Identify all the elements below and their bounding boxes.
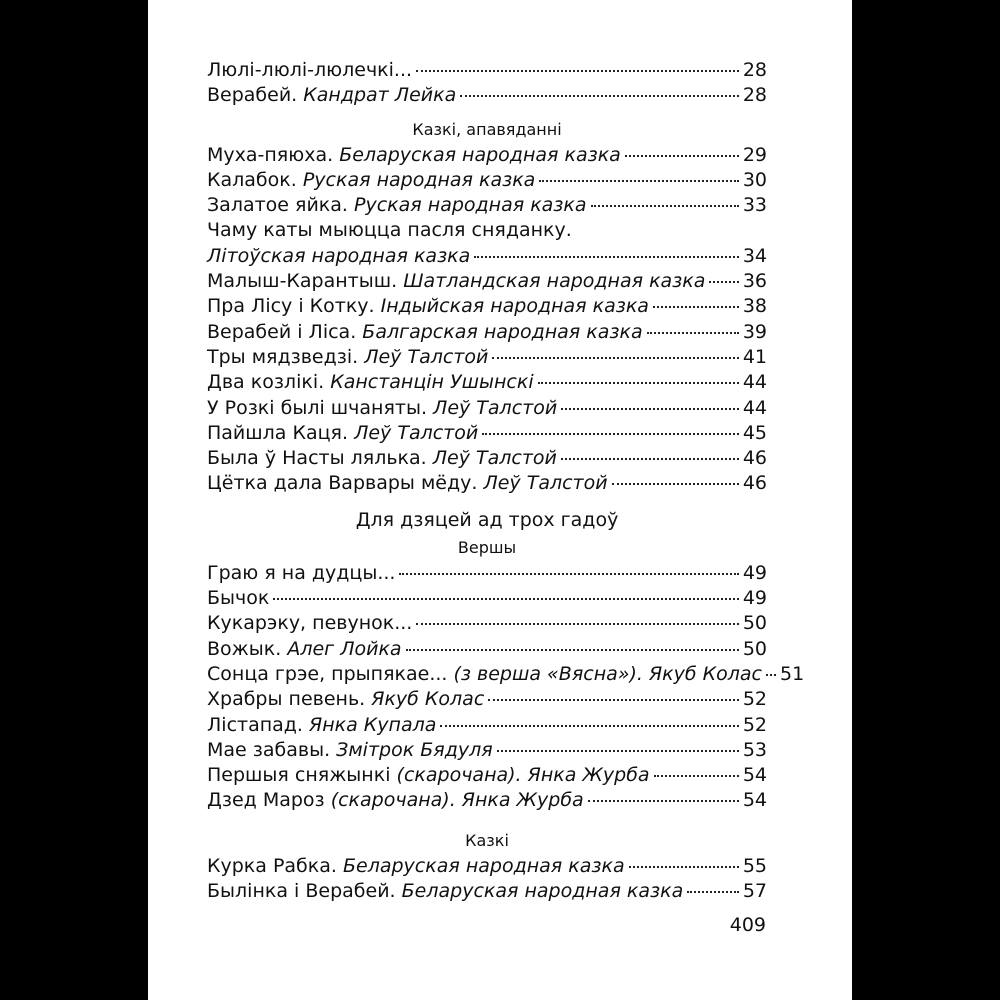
entry-title-text: Муха-пяюха. bbox=[207, 143, 334, 166]
entry-title-text: Дзед Мароз bbox=[207, 789, 325, 812]
entry-title bbox=[207, 788, 584, 813]
toc-entry bbox=[207, 687, 767, 712]
leader-dots bbox=[416, 70, 739, 72]
entry-title-text: Граю я на дудцы... bbox=[207, 561, 396, 584]
entry-title-text: Люлі-люлі-люлечкі... bbox=[207, 59, 413, 81]
toc-entry bbox=[207, 269, 767, 294]
entry-title-text: Кукарэку, певунок... bbox=[207, 612, 413, 635]
entry-author: Змітрок Бядуля bbox=[336, 738, 493, 761]
entry-title-text: Вожык. bbox=[207, 637, 282, 660]
entry-page-number: 29 bbox=[742, 143, 767, 166]
entry-author: Леў Талстой bbox=[433, 396, 558, 419]
toc-entry bbox=[207, 218, 767, 243]
entry-author: Леў Талстой bbox=[432, 447, 557, 470]
leader-dots bbox=[539, 180, 738, 182]
entry-title-text: Лістапад. bbox=[207, 713, 303, 736]
toc-entry bbox=[207, 637, 767, 662]
entry-title-text: Бычок bbox=[207, 587, 270, 610]
entry-page-number: 49 bbox=[742, 587, 767, 610]
leader-dots bbox=[440, 725, 738, 727]
entry-title-text: Сонца грэе, прыпякае... bbox=[207, 662, 448, 685]
toc-entry bbox=[207, 58, 767, 83]
entry-title bbox=[207, 879, 683, 904]
entry-page-number: 50 bbox=[742, 637, 767, 660]
entry-author: Леў Талстой bbox=[354, 421, 479, 444]
leader-dots bbox=[629, 866, 739, 868]
entry-title-text: Храбры певень. bbox=[207, 688, 366, 711]
entry-page-number: 55 bbox=[742, 854, 767, 877]
entry-page-number: 45 bbox=[742, 421, 767, 444]
entry-title-text: Калабок. bbox=[207, 168, 297, 191]
entry-title bbox=[207, 396, 557, 421]
leader-dots bbox=[647, 332, 739, 334]
entry-title bbox=[207, 345, 488, 370]
toc-entry bbox=[207, 854, 767, 879]
subheading-poems: Вершы bbox=[457, 537, 517, 557]
subheading-tales-stories: Казкі, апавяданні bbox=[412, 119, 562, 139]
toc-entry bbox=[207, 396, 767, 421]
toc-entry bbox=[207, 168, 767, 193]
entry-title bbox=[207, 269, 705, 294]
entry-title-text: Курка Рабка. bbox=[207, 854, 337, 877]
leader-dots bbox=[416, 623, 738, 625]
entry-page-number: 53 bbox=[742, 738, 767, 761]
toc-block-4 bbox=[207, 854, 767, 905]
toc-entry bbox=[207, 83, 767, 108]
entry-author: Беларуская народная казка bbox=[342, 854, 625, 877]
toc-entry bbox=[207, 586, 767, 611]
entry-page-number: 52 bbox=[742, 713, 767, 736]
entry-title-text: Цётка дала Варвары мёду. bbox=[207, 472, 478, 495]
toc-block-3 bbox=[207, 561, 805, 814]
entry-title bbox=[207, 143, 621, 168]
entry-author: Індыйская народная казка bbox=[380, 295, 649, 318]
entry-author: Янка Купала bbox=[309, 713, 437, 736]
entry-title bbox=[207, 83, 456, 108]
toc-entry bbox=[207, 294, 767, 319]
entry-author: Кандрат Лейка bbox=[303, 84, 457, 107]
toc-entry bbox=[207, 561, 767, 586]
entry-author: Якуб Колас bbox=[371, 688, 485, 711]
leader-dots bbox=[497, 750, 739, 752]
leader-dots bbox=[709, 281, 738, 283]
toc-entry bbox=[207, 345, 767, 370]
toc-entry bbox=[207, 320, 767, 345]
leader-dots bbox=[399, 573, 738, 575]
toc-entry bbox=[207, 471, 767, 496]
entry-title bbox=[207, 168, 535, 193]
entry-title-text: Залатое яйка. bbox=[207, 194, 348, 217]
entry-author: Беларуская народная казка bbox=[339, 143, 621, 166]
entry-page-number: 50 bbox=[742, 612, 767, 635]
entry-title-text: Верабей. bbox=[207, 84, 298, 107]
entry-author: (з верша «Вясна»). Якуб Колас bbox=[453, 662, 763, 685]
leader-dots bbox=[482, 433, 739, 435]
entry-title bbox=[207, 370, 534, 395]
entry-title bbox=[207, 193, 587, 218]
toc-block-2 bbox=[207, 143, 767, 497]
entry-page-number: 28 bbox=[742, 84, 767, 107]
leader-dots bbox=[591, 205, 739, 207]
entry-title bbox=[207, 320, 643, 345]
entry-title bbox=[207, 854, 625, 879]
entry-author: Руская народная казка bbox=[302, 168, 536, 191]
book-page bbox=[148, 0, 852, 1000]
entry-title bbox=[207, 586, 269, 611]
entry-page-number: 51 bbox=[780, 662, 805, 685]
toc-entry bbox=[207, 193, 767, 218]
entry-title-text: Першыя сняжынкі bbox=[207, 764, 391, 787]
entry-page-number: 39 bbox=[742, 320, 767, 343]
entry-page-number: 57 bbox=[742, 880, 767, 903]
entry-author: Шатландская народная казка bbox=[403, 270, 706, 293]
entry-title bbox=[207, 713, 436, 738]
entry-title bbox=[207, 294, 649, 319]
entry-title-text: Пайшла Каця. bbox=[207, 421, 349, 444]
toc-entry bbox=[207, 421, 767, 446]
entry-page-number: 46 bbox=[742, 447, 767, 470]
subheading-tales: Казкі bbox=[465, 830, 509, 850]
leader-dots bbox=[492, 357, 738, 359]
entry-author: (скарочана). Янка Журба bbox=[396, 764, 650, 787]
entry-title bbox=[207, 58, 412, 83]
entry-title bbox=[207, 244, 470, 269]
entry-title bbox=[207, 421, 478, 446]
leader-dots bbox=[406, 649, 739, 651]
leader-dots bbox=[612, 483, 739, 485]
section-title: Для дзяцей ад трох гадоў bbox=[355, 508, 619, 531]
entry-page-number: 28 bbox=[742, 59, 767, 81]
entry-title-text: Два козлікі. bbox=[207, 371, 325, 394]
entry-title bbox=[207, 218, 572, 243]
toc-entry bbox=[207, 763, 767, 788]
entry-title-text: Была ў Насты лялька. bbox=[207, 447, 427, 470]
entry-author: Леў Талстой bbox=[483, 472, 608, 495]
entry-title-text: Верабей і Ліса. bbox=[207, 320, 357, 343]
leader-dots bbox=[654, 775, 739, 777]
leader-dots bbox=[588, 800, 739, 802]
toc-entry bbox=[207, 446, 767, 471]
leader-dots bbox=[538, 382, 739, 384]
toc-entry bbox=[207, 370, 767, 395]
leader-dots bbox=[561, 458, 739, 460]
entry-page-number: 44 bbox=[742, 371, 767, 394]
toc-block-1 bbox=[207, 58, 767, 109]
entry-page-number: 54 bbox=[742, 764, 767, 787]
toc-entry bbox=[207, 143, 767, 168]
entry-page-number: 46 bbox=[742, 472, 767, 495]
entry-title bbox=[207, 637, 402, 662]
entry-title bbox=[207, 662, 762, 687]
entry-author: (скарочана). Янка Журба bbox=[330, 789, 584, 812]
entry-author: Алег Лойка bbox=[287, 637, 402, 660]
leader-dots bbox=[766, 674, 776, 676]
entry-title-text: Пра Лісу і Котку. bbox=[207, 295, 375, 318]
entry-page-number: 41 bbox=[742, 345, 767, 368]
entry-title bbox=[207, 763, 650, 788]
entry-page-number: 33 bbox=[742, 194, 767, 217]
entry-title-text: Малыш-Карантыш. bbox=[207, 270, 398, 293]
entry-page-number: 52 bbox=[742, 688, 767, 711]
entry-title-text: Тры мядзведзі. bbox=[207, 345, 359, 368]
leader-dots bbox=[625, 155, 739, 157]
toc-entry bbox=[207, 713, 767, 738]
entry-title bbox=[207, 471, 608, 496]
entry-page-number: 44 bbox=[742, 396, 767, 419]
toc-entry bbox=[207, 611, 767, 636]
table-of-contents bbox=[207, 58, 805, 904]
leader-dots bbox=[273, 598, 738, 600]
entry-author: Беларуская народная казка bbox=[401, 880, 684, 903]
leader-dots bbox=[474, 256, 739, 258]
entry-author: Літоўская народная казка bbox=[207, 244, 471, 267]
toc-entry bbox=[207, 788, 767, 813]
entry-title bbox=[207, 687, 484, 712]
entry-author: Руская народная казка bbox=[354, 194, 587, 217]
leader-dots bbox=[488, 699, 739, 701]
entry-page-number: 49 bbox=[742, 561, 767, 584]
entry-page-number: 34 bbox=[742, 244, 767, 267]
entry-author: Леў Талстой bbox=[364, 345, 489, 368]
leader-dots bbox=[460, 95, 739, 97]
page-number: 409 bbox=[729, 914, 766, 936]
entry-page-number: 36 bbox=[742, 270, 767, 293]
entry-page-number: 38 bbox=[742, 295, 767, 318]
leader-dots bbox=[561, 408, 739, 410]
entry-title-text: Мае забавы. bbox=[207, 738, 331, 761]
toc-entry bbox=[207, 244, 767, 269]
entry-title bbox=[207, 561, 395, 586]
entry-author: Канстанцін Ушынскі bbox=[330, 371, 534, 394]
entry-page-number: 54 bbox=[742, 789, 767, 812]
entry-title bbox=[207, 611, 412, 636]
entry-page-number: 30 bbox=[742, 168, 767, 191]
toc-entry bbox=[207, 879, 767, 904]
entry-title-text: Былінка і Верабей. bbox=[207, 880, 396, 903]
toc-entry bbox=[207, 662, 805, 687]
toc-entry bbox=[207, 738, 767, 763]
entry-title bbox=[207, 738, 493, 763]
leader-dots bbox=[653, 306, 739, 308]
leader-dots bbox=[687, 891, 739, 893]
entry-author: Балгарская народная казка bbox=[362, 320, 643, 343]
entry-title-text: Чаму каты мыюцца пасля сняданку. bbox=[207, 219, 572, 242]
entry-title bbox=[207, 446, 557, 471]
entry-title-text: У Розкі былі шчаняты. bbox=[207, 396, 427, 419]
